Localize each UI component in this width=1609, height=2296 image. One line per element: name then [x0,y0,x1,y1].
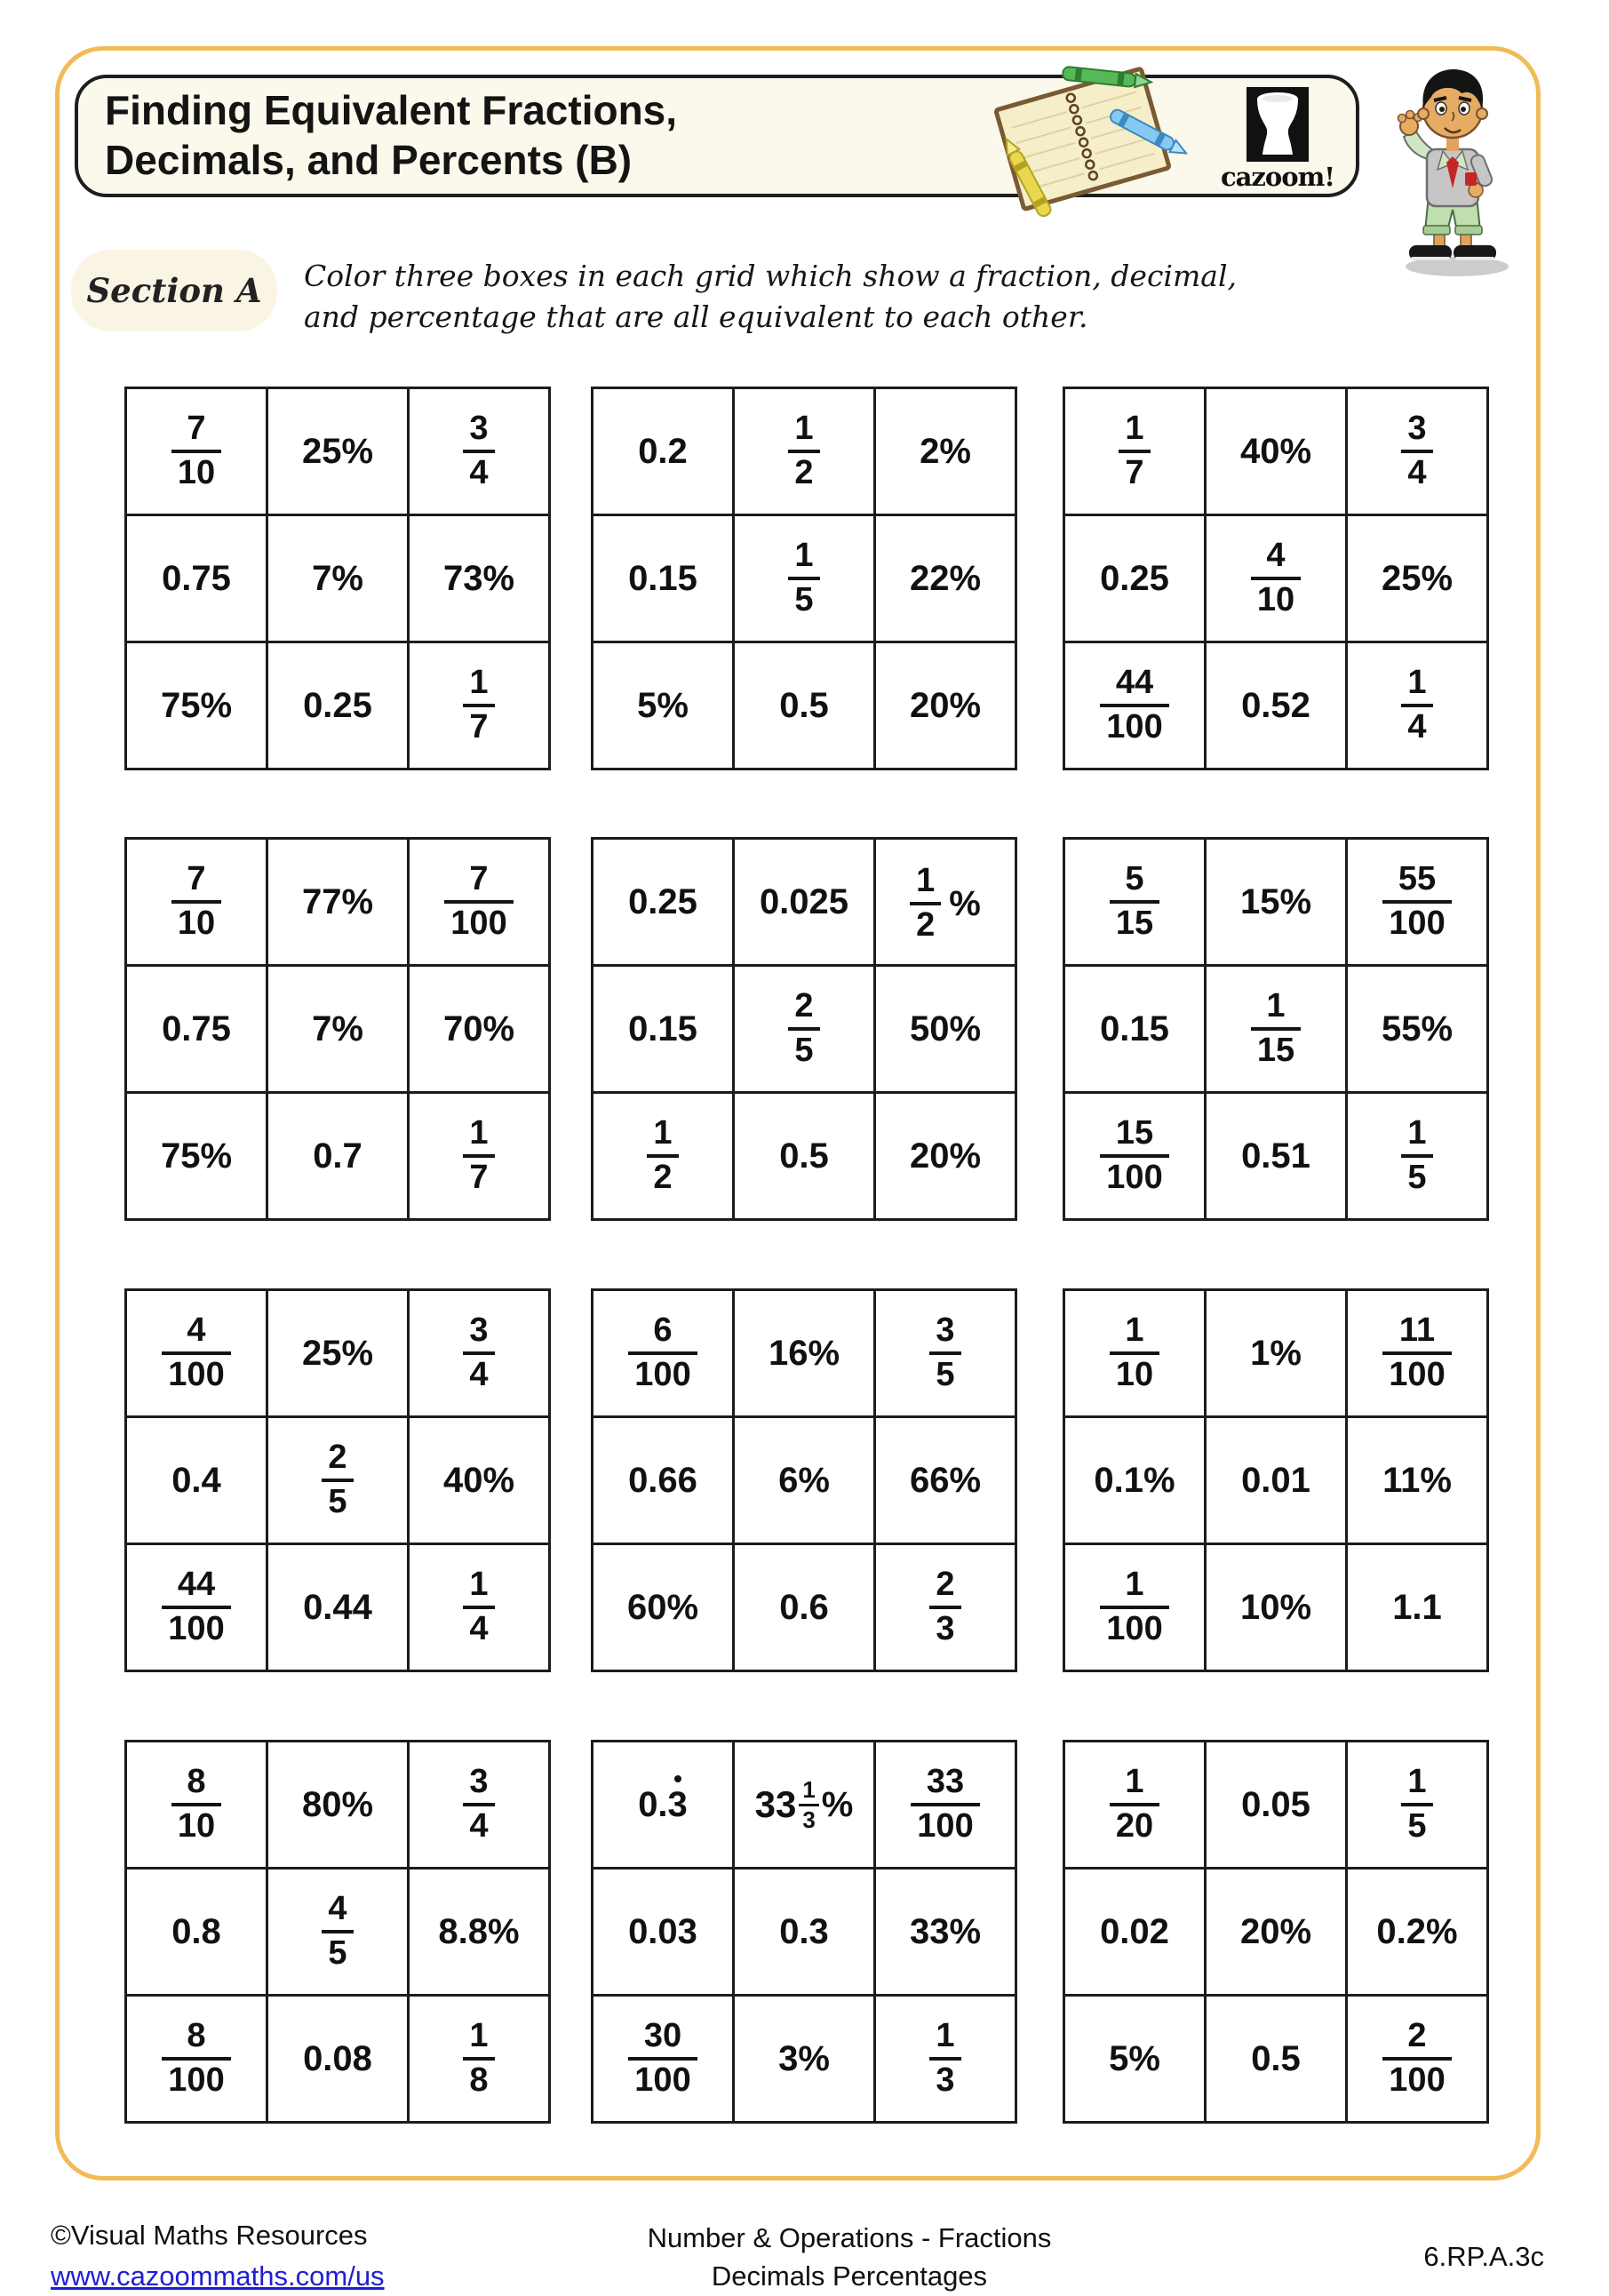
fraction-bar [1401,1803,1432,1806]
fraction: $\frac{2}{3}$ [929,1567,960,1647]
grid-cell-r3c2[interactable] [1206,1544,1347,1671]
grid-cell-r2c2[interactable] [267,515,409,642]
grid-cell-r1c2[interactable] [734,388,875,515]
fraction: $\frac{1}{4}$ [1401,666,1432,745]
grid-cell-r1c1[interactable] [593,388,734,515]
cell-value: 0.5 [1251,2038,1301,2078]
grid-cell-r1c2[interactable] [267,1742,409,1869]
cell-value: 20% [909,1136,982,1176]
grid-cell-r1c3[interactable] [409,839,550,966]
fraction: $\frac{1}{15}$ [1251,989,1301,1069]
grid-cell-r2c1[interactable] [1064,1417,1206,1544]
grid-cell-r2c1[interactable] [126,1869,267,1996]
fraction: $\frac{4}{10}$ [1251,538,1301,618]
fraction-bar [628,2057,697,2061]
cell-value: 0.8 [171,1911,221,1951]
grid-cell-r3c2[interactable] [1206,642,1347,769]
grid-cell-r1c2[interactable] [734,1742,875,1869]
fraction: $\frac{8}{10}$ [171,1765,221,1845]
fraction-bar [444,900,513,904]
fraction-bar [463,1351,494,1355]
equivalence-grid-6 [1063,837,1489,1221]
fraction: $\frac{1}{5}$ [1401,1765,1432,1845]
fraction: $\frac{1}{8}$ [463,2019,494,2099]
fraction-bar [1401,704,1432,707]
fraction-bar [171,900,221,904]
fraction-bar [647,1154,678,1158]
grid-cell-r1c3[interactable] [875,388,1016,515]
grid-cell-r3c3[interactable] [409,642,550,769]
fraction: $\frac{7}{100}$ [444,862,513,942]
cell-value: 0.44 [303,1587,372,1627]
grid-cell-r3c1[interactable] [593,1996,734,2123]
grid-cell-r3c2[interactable] [267,642,409,769]
grid-cell-r1c3[interactable] [1347,839,1488,966]
grid-cell-r3c2[interactable] [1206,1093,1347,1220]
fraction-bar [162,1606,230,1609]
fraction-bar [788,1027,819,1031]
fraction: $\frac{55}{100}$ [1382,862,1451,942]
cell-value: 0.4 [171,1460,221,1500]
grid-cell-r2c3[interactable] [1347,966,1488,1093]
grid-cell-r3c1[interactable] [126,1093,267,1220]
grid-cell-r3c1[interactable] [593,642,734,769]
cell-value: 0.25 [1100,558,1169,598]
equivalence-grid-4 [124,837,551,1221]
cell-value: 0.52 [1241,685,1310,725]
fraction-bar [463,704,494,707]
fraction-bar [911,1803,979,1806]
grid-cell-r1c1[interactable] [1064,1290,1206,1417]
cell-value: 6% [778,1460,830,1500]
cell-value: 0.08 [303,2038,372,2078]
grid-cell-r1c1[interactable] [593,839,734,966]
grid-cell-r3c2[interactable] [1206,1996,1347,2123]
grid-cell-r1c1[interactable] [126,839,267,966]
cell-value: 1.1 [1392,1587,1442,1627]
cell-value: 0.2 [638,431,688,471]
cell-value: 0.5 [779,685,829,725]
fraction: $\frac{3}{4}$ [463,411,494,491]
fraction: $\frac{1}{5}$ [1401,1116,1432,1196]
cell-value: 0.66 [628,1460,697,1500]
grid-cell-r1c2[interactable] [267,839,409,966]
fraction: $\frac{1}{4}$ [463,1567,494,1647]
cell-value: 73% [442,558,515,598]
fraction: $\frac{1}{7}$ [463,666,494,745]
fraction: $\frac{2}{5}$ [788,989,819,1069]
fraction: $\frac{1}{7}$ [1119,411,1150,491]
grid-cell-r2c2[interactable] [267,1417,409,1544]
fraction-bar [788,577,819,580]
cell-value: 77% [301,881,374,921]
equivalence-grid-8 [591,1288,1017,1672]
fraction-bar [1110,900,1159,904]
fraction: $\frac{3}{4}$ [463,1765,494,1845]
grid-cell-r1c3[interactable] [1347,1742,1488,1869]
equivalence-grid-9 [1063,1288,1489,1672]
equivalence-grid-5 [591,837,1017,1221]
grid-cell-r2c3[interactable] [875,1417,1016,1544]
grid-cell-r3c1[interactable] [126,1544,267,1671]
grid-cell-r3c1[interactable] [1064,1093,1206,1220]
grid-cell-r3c2[interactable] [267,1996,409,2123]
grid-cell-r3c2[interactable] [267,1093,409,1220]
fraction: $\frac{1}{20}$ [1110,1765,1159,1845]
footer-topic [494,2220,1205,2296]
grid-cell-r3c3[interactable] [1347,642,1488,769]
grid-cell-r3c1[interactable] [593,1093,734,1220]
cell-value: 0.6 [779,1587,829,1627]
footer-topic-line1: Number & Operations - Fractions [647,2222,1052,2253]
grid-cell-r3c3[interactable] [409,1544,550,1671]
mixed-number-percent: 33 $\frac{1}{3}$ % [754,1775,854,1833]
cell-value: 16% [768,1333,840,1373]
fraction: $\frac{1}{2}$ [910,864,941,944]
cell-value: 0.5 [779,1136,829,1176]
grid-cell-r1c1[interactable] [593,1742,734,1869]
fraction-bar [628,1351,697,1355]
fraction: $\frac{5}{15}$ [1110,862,1159,942]
grid-cell-r3c3[interactable] [409,1996,550,2123]
grid-cell-r2c1[interactable] [1064,1869,1206,1996]
grid-cell-r2c1[interactable] [593,1869,734,1996]
grid-cell-r1c3[interactable] [1347,1290,1488,1417]
fraction-bar [322,1930,353,1933]
fraction: $\frac{7}{10}$ [171,411,221,491]
fraction-bar [1100,1154,1168,1158]
fraction-bar [463,1606,494,1609]
equivalence-grid-10 [124,1740,551,2124]
fraction-bar [463,1803,494,1806]
page-title-line2: Decimals, and Percents (B) [105,137,633,184]
instruction-line1: Color three boxes in each grid which show a fraction, decimal, [304,259,1237,293]
grid-cell-r1c2[interactable] [1206,1290,1347,1417]
grid-cell-r3c2[interactable] [267,1544,409,1671]
cell-value: 0.25 [628,881,697,921]
fraction: $\frac{1}{3}$ [799,1778,818,1831]
fraction-bar [322,1479,353,1482]
fraction-bar [1401,450,1432,453]
equivalence-grid-1 [124,387,551,770]
grid-cell-r2c3[interactable] [875,515,1016,642]
grid-cell-r2c3[interactable] [875,1869,1016,1996]
fraction-bar [929,1351,960,1355]
cell-value: 0.03 [628,1911,697,1951]
grid-cell-r3c1[interactable] [593,1544,734,1671]
fraction: $\frac{1}{5}$ [788,538,819,618]
fraction: $\frac{33}{100}$ [911,1765,979,1845]
cell-value: 0.75 [162,1008,231,1048]
fraction: $\frac{6}{100}$ [628,1313,697,1393]
cell-value: 25% [301,1333,374,1373]
grid-cell-r3c2[interactable] [734,1544,875,1671]
cazoom-logo-text: cazoom! [1220,162,1335,192]
grid-cell-r2c3[interactable] [409,966,550,1093]
cell-value: 8.8% [438,1911,520,1951]
cell-value: 0.15 [628,558,697,598]
grid-cell-r1c2[interactable] [1206,1742,1347,1869]
cell-value: 0.25 [303,685,372,725]
fraction-bar [463,1154,494,1158]
cell-value: 60% [626,1587,699,1627]
footer-credits [51,2218,385,2295]
grid-cell-r1c1[interactable] [593,1290,734,1417]
grid-cell-r2c3[interactable] [1347,515,1488,642]
grid-cell-r1c3[interactable] [409,1742,550,1869]
grid-cell-r3c3[interactable] [409,1093,550,1220]
grid-cell-r3c1[interactable] [126,642,267,769]
fraction-bar [1100,1606,1168,1609]
grid-cell-r2c3[interactable] [409,1417,550,1544]
fraction-bar [463,2057,494,2061]
fraction: $\frac{15}{100}$ [1100,1116,1168,1196]
grid-cell-r3c3[interactable] [875,1996,1016,2123]
fraction-bar [1382,2057,1451,2061]
equivalence-grid-11 [591,1740,1017,2124]
grid-cell-r3c3[interactable] [875,1544,1016,1671]
fraction-bar [1382,900,1451,904]
grid-cell-r3c3[interactable] [875,642,1016,769]
footer-standard-code: 6.RP.A.3c [1423,2241,1544,2272]
cell-value: 0.3 [779,1911,829,1951]
grid-cell-r1c3[interactable] [1347,388,1488,515]
fraction: $\frac{3}{4}$ [463,1313,494,1393]
section-a-label: Section A [71,250,277,331]
grid-cell-r2c3[interactable] [1347,1869,1488,1996]
grid-cell-r1c1[interactable] [126,388,267,515]
cell-value: 0.51 [1241,1136,1310,1176]
fraction: $\frac{44}{100}$ [1100,666,1168,745]
fraction: $\frac{30}{100}$ [628,2019,697,2099]
cell-value: 40% [1239,431,1312,471]
grid-cell-r2c3[interactable] [409,1869,550,1996]
grid-cell-r1c2[interactable] [1206,839,1347,966]
cell-value: 50% [909,1008,982,1048]
fraction-bar [788,450,819,453]
cell-value: 5% [1109,2038,1160,2078]
fraction: $\frac{11}{100}$ [1382,1313,1451,1393]
fraction-percent: $\frac{1}{2}$ % [910,864,981,944]
grid-cell-r1c2[interactable] [1206,388,1347,515]
fraction: $\frac{3}{5}$ [929,1313,960,1393]
fraction-bar [171,1803,221,1806]
grid-cell-r2c2[interactable] [1206,515,1347,642]
cell-value: 0.15 [1100,1008,1169,1048]
fraction-bar [929,1606,960,1609]
grid-cell-r2c3[interactable] [875,966,1016,1093]
fraction: $\frac{4}{5}$ [322,1892,353,1972]
grid-cell-r1c2[interactable] [267,388,409,515]
cell-value: 66% [909,1460,982,1500]
cell-value: 0.01 [1241,1460,1310,1500]
grid-cell-r2c2[interactable] [267,1869,409,1996]
cell-value: 55% [1381,1008,1454,1048]
grid-cell-r1c3[interactable] [875,1290,1016,1417]
fraction-bar [1382,1351,1451,1355]
grid-cell-r1c2[interactable] [734,839,875,966]
grid-cell-r2c1[interactable] [126,966,267,1093]
cell-value: 70% [442,1008,515,1048]
cell-value: 0.2% [1376,1911,1458,1951]
grid-cell-r2c1[interactable] [593,1417,734,1544]
grid-cell-r2c2[interactable] [267,966,409,1093]
grid-cell-r3c3[interactable] [1347,1093,1488,1220]
cell-value: 25% [301,431,374,471]
grid-cell-r1c1[interactable] [1064,388,1206,515]
fraction-bar [463,450,494,453]
grid-cell-r2c1[interactable] [126,1417,267,1544]
grid-cell-r2c1[interactable] [593,515,734,642]
grid-cell-r2c1[interactable] [1064,515,1206,642]
cazoom-logo [1214,87,1342,192]
grid-cell-r1c1[interactable] [1064,1742,1206,1869]
cell-value: 15% [1239,881,1312,921]
grid-cell-r2c2[interactable] [734,1869,875,1996]
grid-cell-r2c2[interactable] [1206,1869,1347,1996]
fraction: $\frac{1}{7}$ [463,1116,494,1196]
cell-value: 0.02 [1100,1911,1169,1951]
grid-cell-r3c2[interactable] [734,1093,875,1220]
footer-website-link[interactable]: www.cazoommaths.com/us [51,2260,385,2292]
boy-illustration [1375,57,1528,281]
grid-cell-r2c2[interactable] [1206,1417,1347,1544]
grid-cell-r1c3[interactable] [409,1290,550,1417]
fraction: $\frac{1}{3}$ [929,2019,960,2099]
grid-cell-r1c3[interactable] [875,839,1016,966]
grid-cell-r3c1[interactable] [1064,1544,1206,1671]
grid-cell-r3c3[interactable] [875,1093,1016,1220]
recurring-digit: 3 [667,1784,688,1824]
cell-value: 33% [909,1911,982,1951]
fraction-bar [1251,577,1301,580]
section-a-instructions [304,256,1237,337]
grid-cell-r2c1[interactable] [1064,966,1206,1093]
cell-value: 10% [1239,1587,1312,1627]
grid-cell-r1c3[interactable] [409,388,550,515]
cazoom-logo-icon [1247,87,1309,162]
fraction-bar [162,2057,230,2061]
footer-copyright: ©Visual Maths Resources [51,2220,368,2251]
fraction: $\frac{44}{100}$ [162,1567,230,1647]
cell-value: 0.1% [1094,1460,1175,1500]
fraction-bar [1119,450,1150,453]
grid-cell-r1c2[interactable] [267,1290,409,1417]
grid-cell-r3c2[interactable] [734,1996,875,2123]
cell-value: 7% [312,1008,363,1048]
cell-value: 1% [1250,1333,1302,1373]
fraction-bar [929,2057,960,2061]
cell-value: 20% [1239,1911,1312,1951]
fraction: $\frac{2}{100}$ [1382,2019,1451,2099]
page-title-line1: Finding Equivalent Fractions, [105,87,678,133]
fraction: $\frac{7}{10}$ [171,862,221,942]
fraction-bar [1401,1154,1432,1158]
grid-cell-r2c2[interactable] [734,1417,875,1544]
grid-cell-r1c3[interactable] [875,1742,1016,1869]
notebook-illustration [976,52,1192,215]
cell-value: 5% [637,685,689,725]
grid-cell-r2c2[interactable] [734,966,875,1093]
cell-value: 22% [909,558,982,598]
equivalence-grid-2 [591,387,1017,770]
fraction-bar [1110,1351,1159,1355]
grid-cell-r3c1[interactable] [1064,1996,1206,2123]
recurring-decimal: 0.3 [638,1784,688,1824]
fraction-bar [910,902,941,905]
grid-cell-r1c1[interactable] [126,1742,267,1869]
grid-cell-r2c3[interactable] [409,515,550,642]
fraction-bar [1100,704,1168,707]
fraction: $\frac{8}{100}$ [162,2019,230,2099]
cell-value: 0.75 [162,558,231,598]
instruction-line2: and percentage that are all equivalent to each other. [304,299,1088,334]
fraction: $\frac{1}{100}$ [1100,1567,1168,1647]
fraction: $\frac{3}{4}$ [1401,411,1432,491]
cell-value: 11% [1382,1460,1452,1500]
grid-cell-r2c1[interactable] [126,515,267,642]
equivalence-grid-7 [124,1288,551,1672]
grid-cell-r1c2[interactable] [734,1290,875,1417]
grid-cell-r1c1[interactable] [126,1290,267,1417]
grid-cell-r3c1[interactable] [1064,642,1206,769]
footer-topic-line2: Decimals Percentages [711,2260,988,2292]
fraction: $\frac{1}{10}$ [1110,1313,1159,1393]
cell-value: 25% [1381,558,1454,598]
cell-value: 75% [160,685,233,725]
fraction: $\frac{2}{5}$ [322,1440,353,1520]
cell-value: 0.15 [628,1008,697,1048]
equivalence-grid-3 [1063,387,1489,770]
grid-cell-r3c3[interactable] [1347,1996,1488,2123]
fraction: $\frac{4}{100}$ [162,1313,230,1393]
grid-cell-r2c1[interactable] [593,966,734,1093]
cell-value: 2% [920,431,971,471]
cell-value: 7% [312,558,363,598]
cell-value: 75% [160,1136,233,1176]
fraction-bar [1251,1027,1301,1031]
fraction: $\frac{1}{2}$ [788,411,819,491]
grid-cell-r3c3[interactable] [1347,1544,1488,1671]
grid-cell-r1c1[interactable] [1064,839,1206,966]
grid-cell-r2c3[interactable] [1347,1417,1488,1544]
grid-cell-r2c2[interactable] [1206,966,1347,1093]
cell-value: 40% [442,1460,515,1500]
cell-value: 0.05 [1241,1784,1310,1824]
cell-value: 20% [909,685,982,725]
cell-value: 3% [778,2038,830,2078]
cell-value: 0.025 [759,881,849,921]
grid-cell-r2c2[interactable] [734,515,875,642]
page-title [105,85,677,185]
fraction-bar [1110,1803,1159,1806]
grid-cell-r3c2[interactable] [734,642,875,769]
cell-value: 0.7 [313,1136,362,1176]
fraction: $\frac{1}{2}$ [647,1116,678,1196]
equivalence-grid-12 [1063,1740,1489,2124]
fraction-bar [162,1351,230,1355]
fraction-bar [171,450,221,453]
cell-value: 80% [301,1784,374,1824]
grid-cell-r3c1[interactable] [126,1996,267,2123]
